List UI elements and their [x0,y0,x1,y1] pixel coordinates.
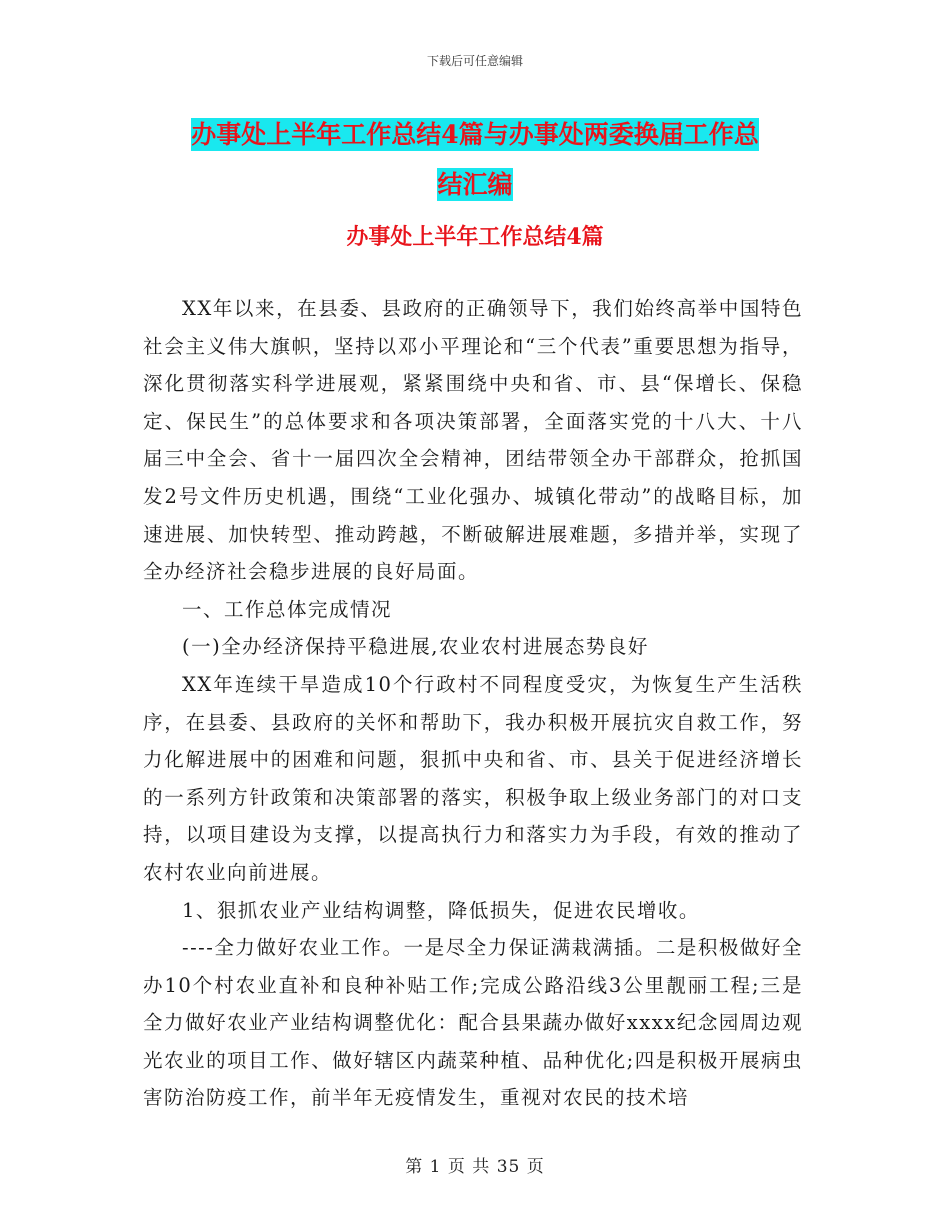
paragraph: (一)全办经济保持平稳进展,农业农村进展态势良好 [182,635,649,659]
paragraph: XX年以来，在县委、县政府的正确领导下，我们始终高举中国特色社会主义伟大旗帜，坚持以邓小平理论和“三个代表”重要思想为指导，深化贯彻落实科学进展观，紧紧围绕中央和省、市、县“保增长、保稳定、保民生”的总体要求和各项决策部署，全面落实党的十八大、十八届三中全会、省十一届四次全会精神，团结带领全办干部群众，抢抓国发2号文件历史机遇，围绕“工业化强办、城镇化带动”的战略目标，加速进展、加快转型、推动跨越，不断破解进展难题，多措并举，实现了全办经济社会稳步进展的良好局面。 [143,297,803,584]
body-text [143,290,803,1117]
section-title: 办事处上半年工作总结4篇 [346,224,604,250]
document-title-line2: 结汇编 [437,170,513,199]
paragraph: 1、狠抓农业产业结构调整，降低损失，促进农民增收。 [182,898,700,922]
page-number-footer: 第 1 页 共 35 页 [405,1157,545,1177]
document-title [150,110,800,210]
document-title-line1: 办事处上半年工作总结4篇与办事处两委换届工作总 [191,120,759,149]
header-note: 下载后可任意编辑 [426,54,523,68]
paragraph: XX年连续干旱造成10个行政村不同程度受灾，为恢复生产生活秩序，在县委、县政府的关怀和帮助下，我办积极开展抗灾自救工作，努力化解进展中的困难和问题，狠抓中央和省、市、县关于促进经济增长的一系列方针政策和决策部署的落实，积极争取上级业务部门的对口支持，以项目建设为支撑，以提高执行力和落实力为手段，有效的推动了农村农业向前进展。 [143,672,803,884]
paragraph: ----全力做好农业工作。一是尽全力保证满栽满插。二是积极做好全办10个村农业直补和良种补贴工作;完成公路沿线3公里靓丽工程;三是全力做好农业产业结构调整优化：配合县果蔬办做好xxxx纪念园周边观光农业的项目工作、做好辖区内蔬菜种植、品种优化;四是积极开展病虫害防治防疫工作，前半年无疫情发生，重视对农民的技术培 [143,936,803,1110]
paragraph: 一、工作总体完成情况 [182,597,393,621]
